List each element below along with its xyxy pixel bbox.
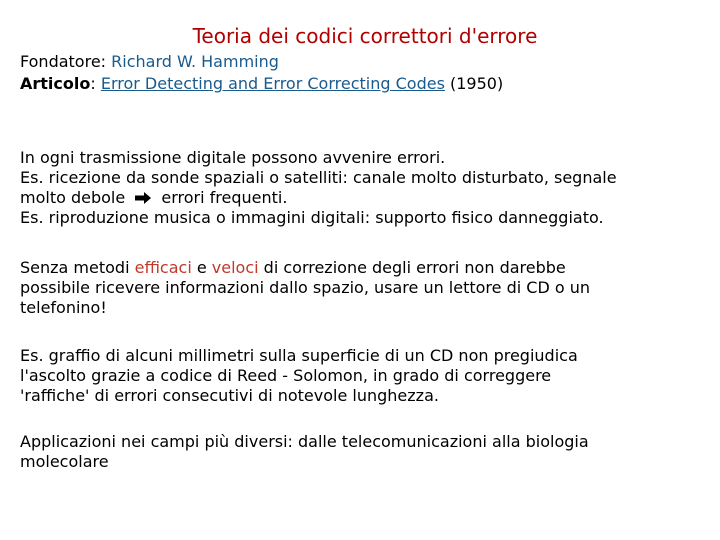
highlight-efficaci: efficaci xyxy=(134,258,192,277)
right-arrow-icon xyxy=(130,188,156,208)
paragraph-line: telefonino! xyxy=(20,298,107,317)
paragraph-methods xyxy=(20,258,590,318)
founder-separator: : xyxy=(100,52,112,71)
paragraph-text: Senza metodi xyxy=(20,258,135,277)
page-title: Teoria dei codici correttori d'errore xyxy=(192,24,538,48)
founder-line xyxy=(20,52,279,72)
paragraph-line: In ogni trasmissione digitale possono avvenire errori. xyxy=(20,148,446,167)
paragraph-line: Applicazioni nei campi più diversi: dalle telecomunicazioni alla biologia xyxy=(20,432,589,451)
paragraph-text: errori frequenti. xyxy=(156,188,288,207)
founder-label: Fondatore xyxy=(20,52,101,71)
article-title-link[interactable]: Error Detecting and Error Correcting Codes xyxy=(100,74,445,93)
paragraph-cd-example xyxy=(20,346,578,406)
paragraph-line: l'ascolto grazie a codice di Reed - Solomon, in grado di correggere xyxy=(20,366,552,385)
paragraph-line: 'raffiche' di errori consecutivi di notevole lunghezza. xyxy=(20,386,439,405)
paragraph-line xyxy=(20,188,617,208)
paragraph-text: molto debole xyxy=(20,188,131,207)
paragraph-transmission xyxy=(20,148,617,228)
paragraph-text: di correzione degli errori non darebbe xyxy=(258,258,566,277)
paragraph-line: Es. graffio di alcuni millimetri sulla superficie di un CD non pregiudica xyxy=(20,346,578,365)
highlight-veloci: veloci xyxy=(211,258,259,277)
paragraph-applications xyxy=(20,432,589,472)
article-line xyxy=(20,74,503,94)
article-label: Articolo xyxy=(20,74,91,93)
article-separator: : xyxy=(90,74,101,93)
paragraph-text: e xyxy=(191,258,212,277)
paragraph-line: possibile ricevere informazioni dallo spazio, usare un lettore di CD o un xyxy=(20,278,591,297)
article-year: (1950) xyxy=(444,74,504,93)
founder-name: Richard W. Hamming xyxy=(111,52,279,71)
paragraph-line xyxy=(20,258,590,278)
paragraph-line: molecolare xyxy=(20,452,109,471)
paragraph-line: Es. riproduzione musica o immagini digitali: supporto fisico danneggiato. xyxy=(20,208,604,227)
paragraph-line: Es. ricezione da sonde spaziali o satelliti: canale molto disturbato, segnale xyxy=(20,168,617,187)
